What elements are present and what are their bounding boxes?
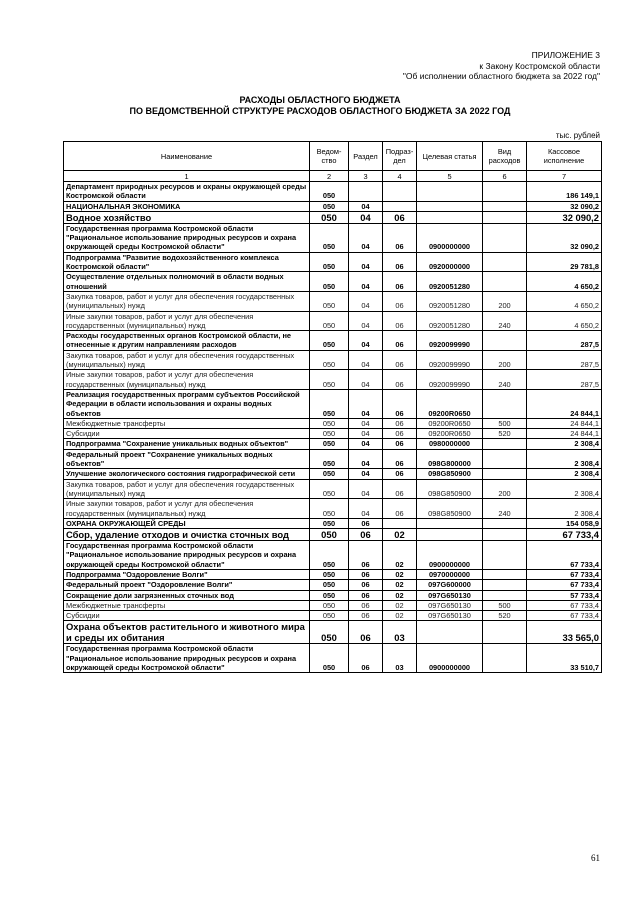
table-row <box>64 311 602 331</box>
row-razdel-cell: 04 <box>349 499 383 519</box>
row-vid-cell <box>483 201 527 211</box>
row-celevaya-cell: 098G800000 <box>417 449 483 469</box>
row-vid-cell <box>483 389 527 418</box>
row-razdel-cell: 06 <box>349 644 383 673</box>
row-podrazdel-cell: 06 <box>383 272 417 292</box>
row-vedomstvo-cell: 050 <box>310 479 349 499</box>
row-vedomstvo-cell: 050 <box>310 429 349 439</box>
table-row <box>64 469 602 479</box>
table-row <box>64 252 602 272</box>
table-row <box>64 541 602 570</box>
row-vedomstvo-cell: 050 <box>310 541 349 570</box>
column-number: 7 <box>527 171 602 182</box>
row-razdel-cell: 06 <box>349 611 383 621</box>
row-razdel-cell: 06 <box>349 600 383 610</box>
row-summa-cell: 24 844,1 <box>527 429 602 439</box>
row-razdel-cell: 04 <box>349 291 383 311</box>
row-podrazdel-cell: 06 <box>383 370 417 390</box>
row-name-cell: Охрана объектов растительного и животного мира и среды их обитания <box>64 621 310 644</box>
table-row <box>64 499 602 519</box>
row-vedomstvo-cell: 050 <box>310 590 349 600</box>
row-razdel-cell: 04 <box>349 479 383 499</box>
row-vedomstvo-cell: 050 <box>310 350 349 370</box>
table-row <box>64 590 602 600</box>
row-podrazdel-cell: 06 <box>383 211 417 223</box>
row-celevaya-cell: 0900000000 <box>417 223 483 252</box>
column-number: 4 <box>383 171 417 182</box>
row-summa-cell: 2 308,4 <box>527 469 602 479</box>
row-vedomstvo-cell: 050 <box>310 600 349 610</box>
row-summa-cell: 4 650,2 <box>527 311 602 331</box>
row-celevaya-cell: 098G850900 <box>417 469 483 479</box>
table-row <box>64 350 602 370</box>
row-razdel-cell: 04 <box>349 201 383 211</box>
title-line-1: РАСХОДЫ ОБЛАСТНОГО БЮДЖЕТА <box>239 95 401 105</box>
row-vid-cell: 240 <box>483 499 527 519</box>
row-celevaya-cell: 09200R0650 <box>417 429 483 439</box>
table-row <box>64 569 602 579</box>
row-razdel-cell: 06 <box>349 569 383 579</box>
table-row <box>64 439 602 449</box>
table-row <box>64 201 602 211</box>
row-name-cell: Закупка товаров, работ и услуг для обеспечения государственных (муниципальных) нужд <box>64 479 310 499</box>
row-podrazdel-cell: 06 <box>383 252 417 272</box>
row-razdel-cell: 04 <box>349 439 383 449</box>
row-vedomstvo-cell: 050 <box>310 272 349 292</box>
row-podrazdel-cell: 06 <box>383 331 417 351</box>
row-celevaya-cell: 0920099990 <box>417 350 483 370</box>
row-razdel-cell: 04 <box>349 429 383 439</box>
row-summa-cell: 33 565,0 <box>527 621 602 644</box>
appendix-line-1: ПРИЛОЖЕНИЕ 3 <box>531 50 600 60</box>
row-name-cell: Иные закупки товаров, работ и услуг для обеспечения государственных (муниципальных) нужд <box>64 311 310 331</box>
row-celevaya-cell: 0920000000 <box>417 252 483 272</box>
row-vedomstvo-cell: 050 <box>310 621 349 644</box>
row-celevaya-cell <box>417 182 483 202</box>
row-celevaya-cell: 09200R0650 <box>417 389 483 418</box>
row-celevaya-cell <box>417 529 483 541</box>
row-vedomstvo-cell: 050 <box>310 370 349 390</box>
row-vid-cell <box>483 529 527 541</box>
row-name-cell: Сокращение доли загрязненных сточных вод <box>64 590 310 600</box>
row-summa-cell: 2 308,4 <box>527 449 602 469</box>
row-vid-cell <box>483 518 527 528</box>
row-vid-cell <box>483 182 527 202</box>
units-label: тыс. рублей <box>555 131 600 140</box>
row-celevaya-cell: 0920051280 <box>417 291 483 311</box>
column-number: 6 <box>483 171 527 182</box>
column-header-vid: Вид расходов <box>483 142 527 171</box>
row-podrazdel-cell: 06 <box>383 418 417 428</box>
row-name-cell: Федеральный проект "Оздоровление Волги" <box>64 580 310 590</box>
row-podrazdel-cell: 06 <box>383 439 417 449</box>
row-summa-cell: 186 149,1 <box>527 182 602 202</box>
row-vid-cell <box>483 223 527 252</box>
row-name-cell: ОХРАНА ОКРУЖАЮЩЕЙ СРЕДЫ <box>64 518 310 528</box>
row-celevaya-cell: 0900000000 <box>417 541 483 570</box>
row-vedomstvo-cell: 050 <box>310 211 349 223</box>
row-vedomstvo-cell: 050 <box>310 182 349 202</box>
row-vid-cell: 200 <box>483 479 527 499</box>
row-name-cell: Осуществление отдельных полномочий в области водных отношений <box>64 272 310 292</box>
row-podrazdel-cell <box>383 182 417 202</box>
row-celevaya-cell <box>417 518 483 528</box>
table-body <box>64 182 602 673</box>
table-row <box>64 223 602 252</box>
row-podrazdel-cell: 06 <box>383 223 417 252</box>
table-row <box>64 389 602 418</box>
row-podrazdel-cell: 03 <box>383 644 417 673</box>
row-name-cell: Межбюджетные трансферты <box>64 600 310 610</box>
page-number: 61 <box>591 853 600 863</box>
row-celevaya-cell: 097G650130 <box>417 590 483 600</box>
row-podrazdel-cell: 06 <box>383 429 417 439</box>
row-razdel-cell: 06 <box>349 590 383 600</box>
row-name-cell: Сбор, удаление отходов и очистка сточных вод <box>64 529 310 541</box>
column-number: 1 <box>64 171 310 182</box>
table-row <box>64 611 602 621</box>
row-name-cell: Государственная программа Костромской области "Рациональное использование природных ресурсов и охрана окружающей среды Костромской области" <box>64 223 310 252</box>
row-vid-cell <box>483 621 527 644</box>
row-podrazdel-cell <box>383 518 417 528</box>
row-summa-cell: 287,5 <box>527 331 602 351</box>
row-summa-cell: 57 733,4 <box>527 590 602 600</box>
row-summa-cell: 29 781,8 <box>527 252 602 272</box>
row-celevaya-cell: 098G850900 <box>417 499 483 519</box>
appendix-header <box>403 50 600 82</box>
row-vedomstvo-cell: 050 <box>310 469 349 479</box>
row-summa-cell: 67 733,4 <box>527 600 602 610</box>
row-summa-cell: 287,5 <box>527 370 602 390</box>
row-podrazdel-cell: 06 <box>383 389 417 418</box>
row-vid-cell: 520 <box>483 611 527 621</box>
row-name-cell: Улучшение экологического состояния гидрографической сети <box>64 469 310 479</box>
row-summa-cell: 2 308,4 <box>527 499 602 519</box>
row-vedomstvo-cell: 050 <box>310 499 349 519</box>
row-summa-cell: 154 058,9 <box>527 518 602 528</box>
row-summa-cell: 4 650,2 <box>527 272 602 292</box>
row-summa-cell: 33 510,7 <box>527 644 602 673</box>
row-name-cell: Субсидии <box>64 429 310 439</box>
table-row <box>64 529 602 541</box>
row-podrazdel-cell: 02 <box>383 569 417 579</box>
row-vid-cell <box>483 449 527 469</box>
row-razdel-cell <box>349 182 383 202</box>
row-vedomstvo-cell: 050 <box>310 439 349 449</box>
table-row <box>64 449 602 469</box>
row-vid-cell <box>483 469 527 479</box>
row-razdel-cell: 06 <box>349 580 383 590</box>
row-razdel-cell: 04 <box>349 389 383 418</box>
table-row <box>64 291 602 311</box>
table-header <box>64 142 602 182</box>
row-vid-cell <box>483 331 527 351</box>
table-row <box>64 418 602 428</box>
row-razdel-cell: 04 <box>349 469 383 479</box>
row-vedomstvo-cell: 050 <box>310 529 349 541</box>
row-vedomstvo-cell: 050 <box>310 569 349 579</box>
row-name-cell: Водное хозяйство <box>64 211 310 223</box>
column-number: 3 <box>349 171 383 182</box>
row-vid-cell <box>483 211 527 223</box>
row-vedomstvo-cell: 050 <box>310 418 349 428</box>
row-summa-cell: 2 308,4 <box>527 479 602 499</box>
table-row <box>64 621 602 644</box>
row-razdel-cell: 04 <box>349 311 383 331</box>
table-row <box>64 479 602 499</box>
row-vid-cell: 240 <box>483 311 527 331</box>
row-razdel-cell: 04 <box>349 272 383 292</box>
row-name-cell: Закупка товаров, работ и услуг для обеспечения государственных (муниципальных) нужд <box>64 350 310 370</box>
row-summa-cell: 67 733,4 <box>527 529 602 541</box>
row-vid-cell <box>483 569 527 579</box>
row-summa-cell: 32 090,2 <box>527 201 602 211</box>
row-name-cell: Подпрограмма "Сохранение уникальных водных объектов" <box>64 439 310 449</box>
row-name-cell: Реализация государственных программ субъектов Российской Федерации в области использования и охраны водных объектов <box>64 389 310 418</box>
row-celevaya-cell: 0920051280 <box>417 272 483 292</box>
row-summa-cell: 67 733,4 <box>527 541 602 570</box>
row-summa-cell: 4 650,2 <box>527 291 602 311</box>
row-vid-cell: 200 <box>483 350 527 370</box>
row-vedomstvo-cell: 050 <box>310 201 349 211</box>
table-row <box>64 644 602 673</box>
row-vid-cell <box>483 272 527 292</box>
table-row <box>64 600 602 610</box>
row-podrazdel-cell: 06 <box>383 499 417 519</box>
row-celevaya-cell: 097G650130 <box>417 611 483 621</box>
column-header-summa: Кассовое исполнение <box>527 142 602 171</box>
row-vedomstvo-cell: 050 <box>310 223 349 252</box>
row-vedomstvo-cell: 050 <box>310 331 349 351</box>
row-celevaya-cell: 0920051280 <box>417 311 483 331</box>
table-row <box>64 518 602 528</box>
row-razdel-cell: 04 <box>349 252 383 272</box>
title-line-2: ПО ВЕДОМСТВЕННОЙ СТРУКТУРЕ РАСХОДОВ ОБЛАСТНОГО БЮДЖЕТА ЗА 2022 ГОД <box>129 106 511 116</box>
row-celevaya-cell: 0900000000 <box>417 644 483 673</box>
row-vedomstvo-cell: 050 <box>310 291 349 311</box>
row-name-cell: Иные закупки товаров, работ и услуг для обеспечения государственных (муниципальных) нужд <box>64 499 310 519</box>
row-vid-cell: 520 <box>483 429 527 439</box>
column-header-podrazdel: Подраз-дел <box>383 142 417 171</box>
row-summa-cell: 32 090,2 <box>527 211 602 223</box>
row-vid-cell <box>483 252 527 272</box>
row-vedomstvo-cell: 050 <box>310 252 349 272</box>
row-vedomstvo-cell: 050 <box>310 311 349 331</box>
row-celevaya-cell <box>417 201 483 211</box>
row-vid-cell: 200 <box>483 291 527 311</box>
row-name-cell: Подпрограмма "Оздоровление Волги" <box>64 569 310 579</box>
row-razdel-cell: 04 <box>349 370 383 390</box>
row-razdel-cell: 04 <box>349 211 383 223</box>
table-row <box>64 182 602 202</box>
row-vid-cell: 240 <box>483 370 527 390</box>
row-celevaya-cell: 0980000000 <box>417 439 483 449</box>
budget-table <box>63 141 602 673</box>
row-name-cell: Иные закупки товаров, работ и услуг для обеспечения государственных (муниципальных) нужд <box>64 370 310 390</box>
document-title <box>0 95 640 117</box>
table-row <box>64 580 602 590</box>
row-podrazdel-cell: 02 <box>383 600 417 610</box>
row-celevaya-cell <box>417 211 483 223</box>
appendix-line-3: "Об исполнении областного бюджета за 2022 год" <box>402 71 600 81</box>
row-celevaya-cell: 097G600000 <box>417 580 483 590</box>
row-podrazdel-cell: 06 <box>383 449 417 469</box>
row-summa-cell: 24 844,1 <box>527 389 602 418</box>
row-name-cell: НАЦИОНАЛЬНАЯ ЭКОНОМИКА <box>64 201 310 211</box>
row-vid-cell: 500 <box>483 418 527 428</box>
row-celevaya-cell: 0970000000 <box>417 569 483 579</box>
row-vedomstvo-cell: 050 <box>310 580 349 590</box>
row-name-cell: Департамент природных ресурсов и охраны окружающей среды Костромской области <box>64 182 310 202</box>
row-name-cell: Государственная программа Костромской области "Рациональное использование природных ресурсов и охрана окружающей среды Костромской области" <box>64 541 310 570</box>
row-podrazdel-cell: 03 <box>383 621 417 644</box>
row-summa-cell: 67 733,4 <box>527 580 602 590</box>
row-podrazdel-cell: 06 <box>383 311 417 331</box>
row-podrazdel-cell: 02 <box>383 611 417 621</box>
row-vid-cell <box>483 541 527 570</box>
column-header-vedomstvo: Ведом-ство <box>310 142 349 171</box>
appendix-line-2: к Закону Костромской области <box>479 60 600 71</box>
row-vedomstvo-cell: 050 <box>310 449 349 469</box>
row-vid-cell <box>483 580 527 590</box>
row-name-cell: Государственная программа Костромской области "Рациональное использование природных ресурсов и охрана окружающей среды Костромской области" <box>64 644 310 673</box>
row-razdel-cell: 06 <box>349 621 383 644</box>
row-celevaya-cell <box>417 621 483 644</box>
row-razdel-cell: 06 <box>349 541 383 570</box>
row-celevaya-cell: 09200R0650 <box>417 418 483 428</box>
row-razdel-cell: 04 <box>349 449 383 469</box>
row-podrazdel-cell: 02 <box>383 529 417 541</box>
row-summa-cell: 67 733,4 <box>527 569 602 579</box>
row-razdel-cell: 06 <box>349 529 383 541</box>
table-row <box>64 370 602 390</box>
column-header-celevaya: Целевая статья <box>417 142 483 171</box>
row-vedomstvo-cell: 050 <box>310 518 349 528</box>
row-razdel-cell: 04 <box>349 418 383 428</box>
row-vedomstvo-cell: 050 <box>310 611 349 621</box>
row-podrazdel-cell: 06 <box>383 469 417 479</box>
column-number: 5 <box>417 171 483 182</box>
row-name-cell: Межбюджетные трансферты <box>64 418 310 428</box>
row-summa-cell: 32 090,2 <box>527 223 602 252</box>
row-name-cell: Субсидии <box>64 611 310 621</box>
row-name-cell: Подпрограмма "Развитие водохозяйственного комплекса Костромской области" <box>64 252 310 272</box>
row-vid-cell <box>483 644 527 673</box>
row-summa-cell: 67 733,4 <box>527 611 602 621</box>
row-podrazdel-cell: 02 <box>383 541 417 570</box>
row-celevaya-cell: 0920099990 <box>417 370 483 390</box>
column-number: 2 <box>310 171 349 182</box>
table-row <box>64 429 602 439</box>
row-podrazdel-cell: 02 <box>383 590 417 600</box>
row-podrazdel-cell: 02 <box>383 580 417 590</box>
row-vid-cell: 500 <box>483 600 527 610</box>
row-vedomstvo-cell: 050 <box>310 644 349 673</box>
row-name-cell: Закупка товаров, работ и услуг для обеспечения государственных (муниципальных) нужд <box>64 291 310 311</box>
row-celevaya-cell: 0920099990 <box>417 331 483 351</box>
row-summa-cell: 2 308,4 <box>527 439 602 449</box>
row-name-cell: Федеральный проект "Сохранение уникальных водных объектов" <box>64 449 310 469</box>
column-header-name: Наименование <box>64 142 310 171</box>
row-razdel-cell: 04 <box>349 223 383 252</box>
row-summa-cell: 287,5 <box>527 350 602 370</box>
row-razdel-cell: 04 <box>349 350 383 370</box>
row-razdel-cell: 06 <box>349 518 383 528</box>
row-razdel-cell: 04 <box>349 331 383 351</box>
row-vid-cell <box>483 590 527 600</box>
row-celevaya-cell: 097G650130 <box>417 600 483 610</box>
table-row <box>64 211 602 223</box>
table-row <box>64 331 602 351</box>
column-header-razdel: Раздел <box>349 142 383 171</box>
row-name-cell: Расходы государственных органов Костромской области, не отнесенные к другим направлениям расходов <box>64 331 310 351</box>
row-podrazdel-cell <box>383 201 417 211</box>
row-podrazdel-cell: 06 <box>383 350 417 370</box>
row-vedomstvo-cell: 050 <box>310 389 349 418</box>
table-row <box>64 272 602 292</box>
row-vid-cell <box>483 439 527 449</box>
row-podrazdel-cell: 06 <box>383 291 417 311</box>
row-summa-cell: 24 844,1 <box>527 418 602 428</box>
row-celevaya-cell: 098G850900 <box>417 479 483 499</box>
row-podrazdel-cell: 06 <box>383 479 417 499</box>
